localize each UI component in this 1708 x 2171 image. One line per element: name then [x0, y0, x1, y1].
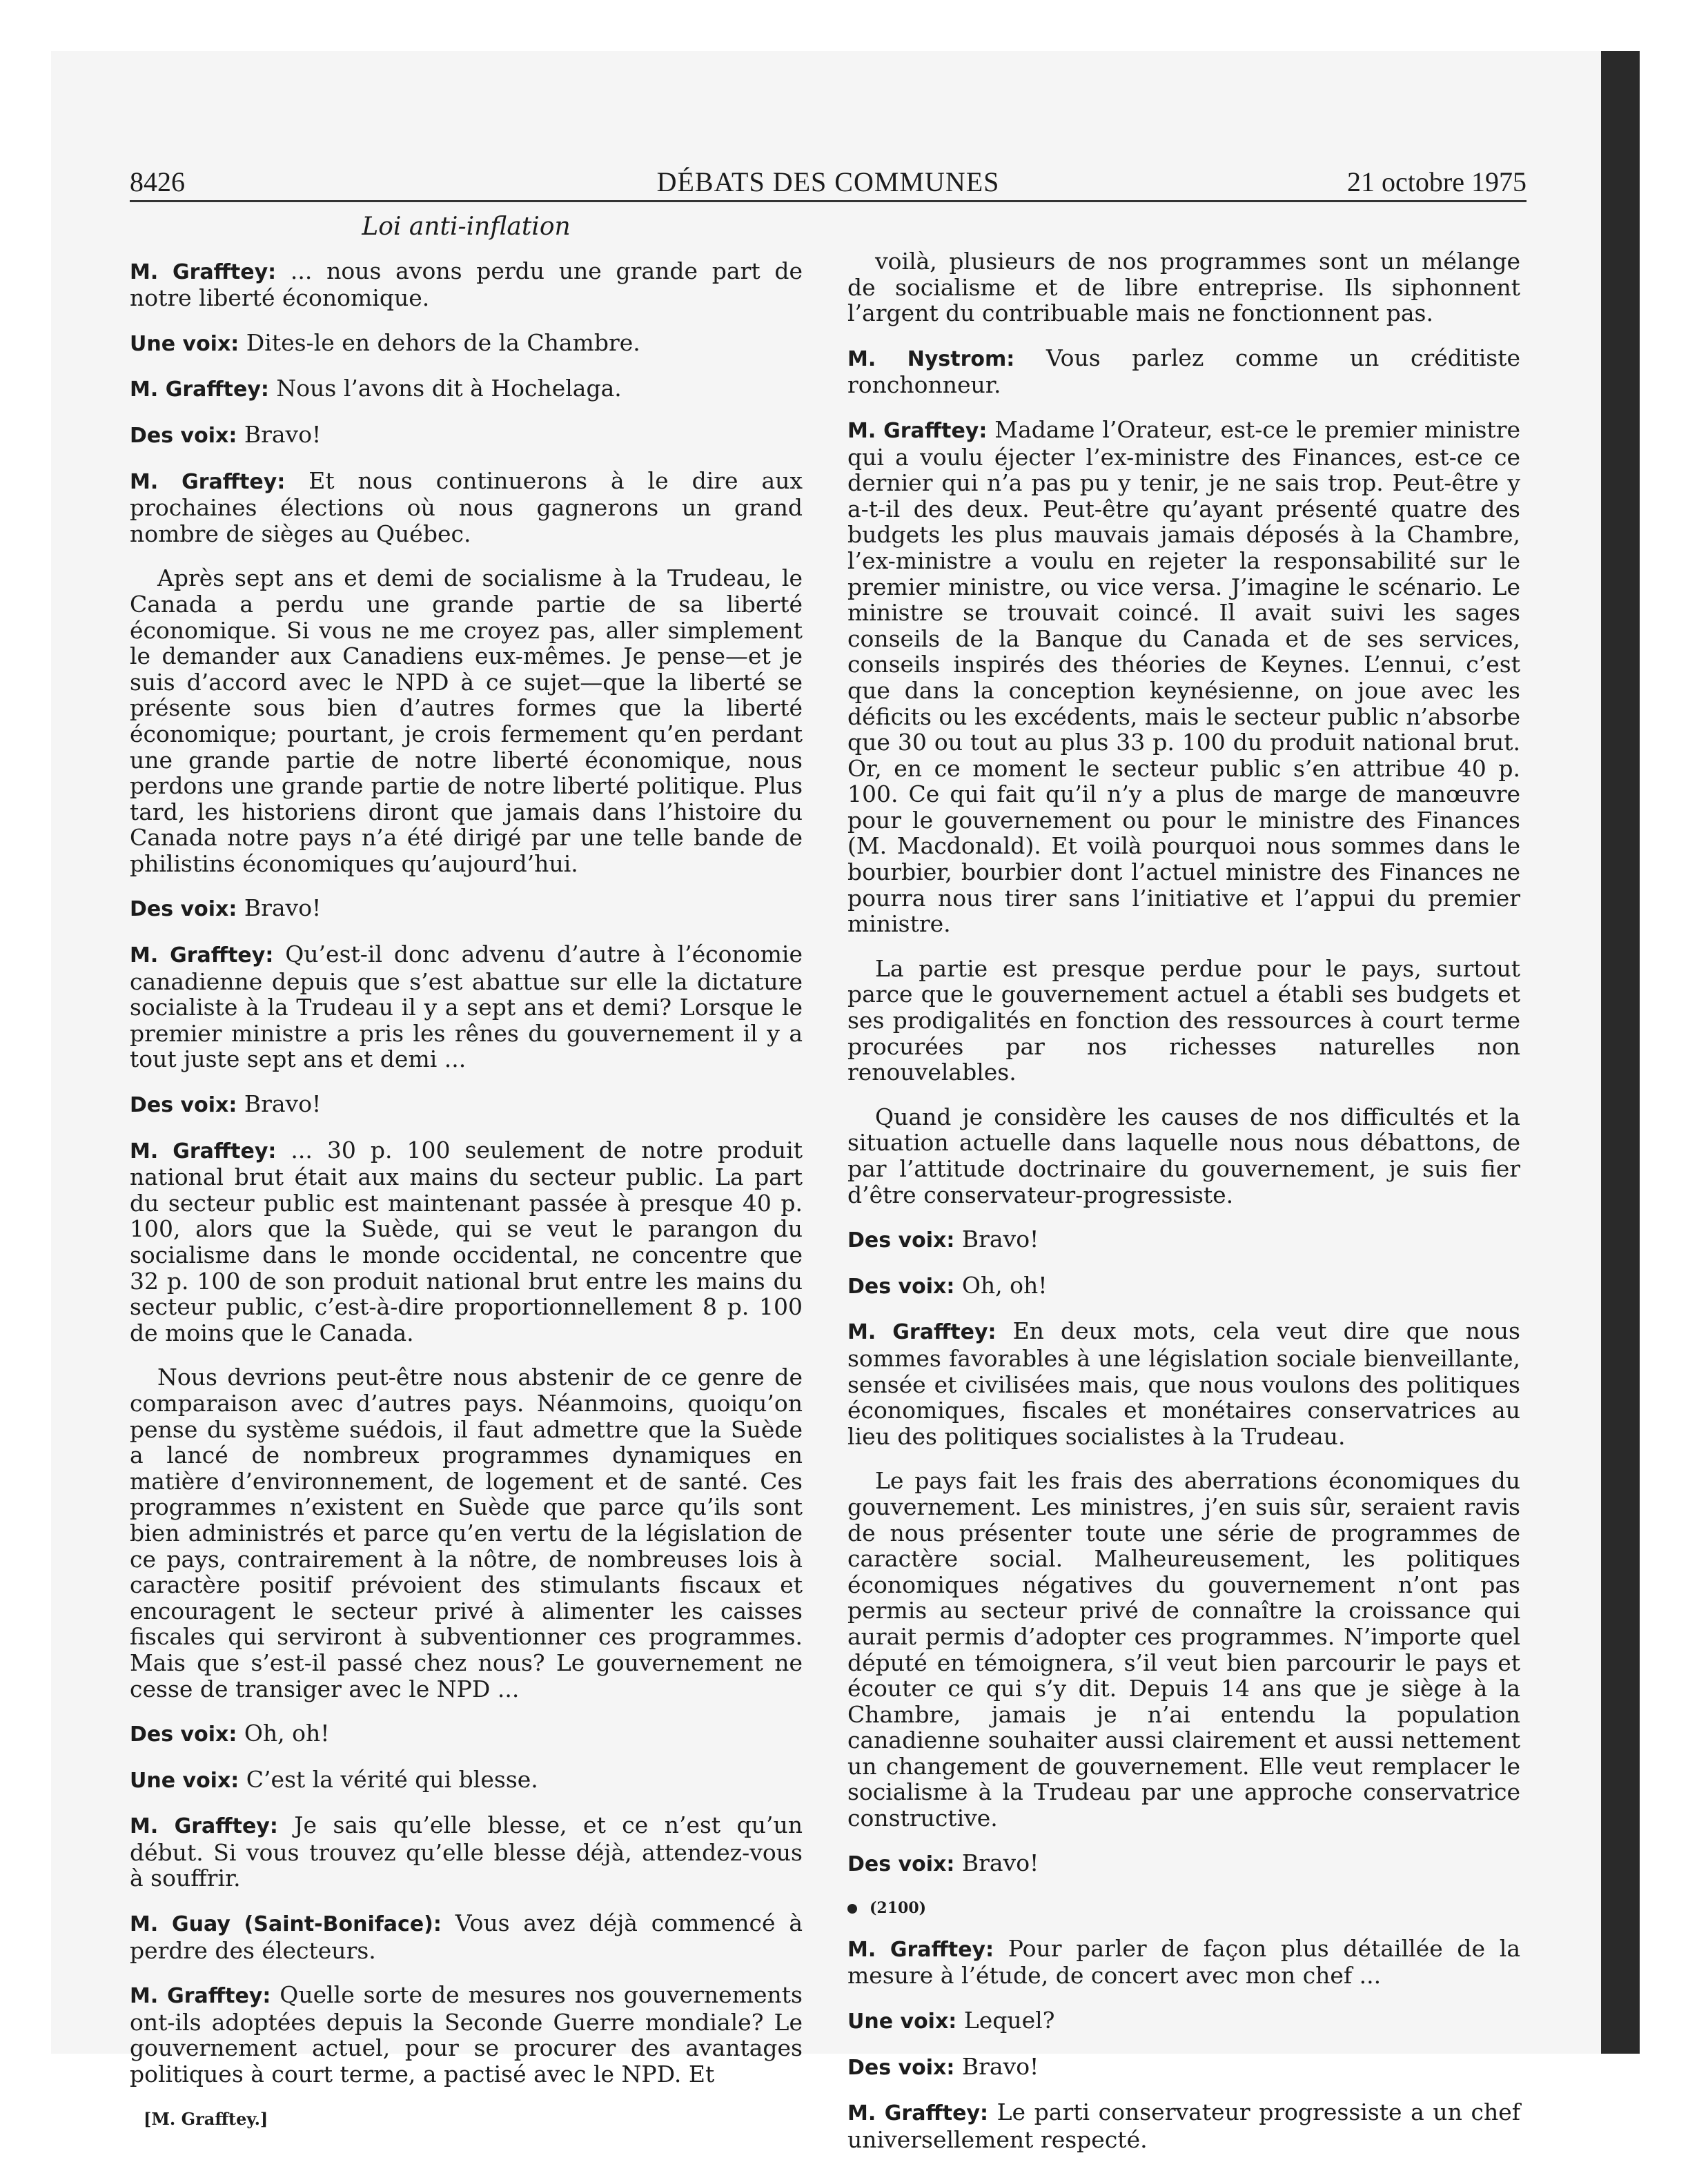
- paragraph: [130, 422, 803, 449]
- paragraph: [130, 468, 803, 547]
- speaker-name: Une voix:: [130, 1768, 239, 1793]
- paragraph-text: Bravo!: [954, 1226, 1039, 1253]
- speaker-name: Des voix:: [847, 1274, 955, 1299]
- paragraph-text: Bravo!: [954, 1849, 1039, 1876]
- paragraph-text: Oh, oh!: [954, 1271, 1048, 1299]
- time-marker: [847, 1896, 1520, 1922]
- paragraph-text: ... 30 p. 100 seulement de notre produit national brut était aux mains du secteur public. La part du secteur public est maintenant passée à presque 40 p. 100, alors que la Suède, qui se veut le parangon du socialisme dans le monde occidental, ne concentre que 32 p. 100 de son produit national brut entre les mains du secteur public, c’est-à-dire proportionnellement 8 p. 100 de moins que le Canada.: [130, 1136, 803, 1346]
- paragraph-text: Madame l’Orateur, est-ce le premier ministre qui a voulu éjecter l’ex-ministre des Finances, est-ce ce dernier qui n’a pas pu y tenir, je ne sais trop. Peut-être y a-t-il des deux. Peut-être qu’ayant présenté quatre des budgets les plus mauvais jamais déposés à la Chambre, l’ex-ministre a voulu en rejeter la responsabilité sur le premier ministre, ou vice versa. J’imagine le scénario. Le ministre se trouvait coincé. Il avait suivi les sages conseils de la Banque du Canada et de ses services, conseils inspirés des théories de Keynes. L’ennui, c’est que dans la conception keynésienne, on joue avec les déficits ou les excédents, mais le secteur public n’absorbe que 30 ou tout au plus 33 p. 100 du produit national brut. Or, en ce moment le secteur public s’en attribue 40 p. 100. Ce qui fait qu’il n’y a plus de marge de manœuvre pour le gouvernement ou pour le ministre des Finances (M. Macdonald). Et voilà pourquoi nous sommes dans le bourbier, bourbier dont l’actuel ministre des Finances ne pourra nous tirer sans l’initiative et l’appui du premier ministre.: [847, 415, 1520, 938]
- paragraph: [130, 1812, 803, 1892]
- page-header: [130, 163, 1527, 202]
- paragraph-text: Bravo!: [237, 420, 322, 448]
- right-column: [847, 248, 1520, 2171]
- publication-title: DÉBATS DES COMMUNES: [656, 166, 1000, 197]
- paragraph-text: Bravo!: [237, 1090, 322, 1118]
- paragraph-text: Dites-le en dehors de la Chambre.: [239, 328, 640, 356]
- speaker-name: M. Grafftey:: [130, 1814, 278, 1839]
- paragraph: [130, 1910, 803, 1963]
- paragraph-text: En deux mots, cela veut dire que nous sommes favorables à une législation sociale bienveillante, sensée et civilisées mais, que nous voulons des politiques économiques, fiscales et monétaires conservatrices au lieu des politiques socialistes à la Trudeau.: [847, 1317, 1520, 1450]
- paragraph-text: Nous devrions peut-être nous abstenir de ce genre de comparaison avec d’autres pays. Néanmoins, quoiqu’on pense du système suédois, il faut admettre que la Suède a lancé de nombreux programmes dynamiques en matière d’environnement, de logement et de santé. Ces programmes n’existent en Suède que parce qu’ils sont bien administrés et parce qu’en vertu de la législation de ce pays, contrairement à la nôtre, de nombreuses lois à caractère positif prévoient des stimulants fiscaux et encouragent le secteur privé à alimenter les caisses fiscales qui serviront à subventionner ces programmes. Mais que s’est-il passé chez nous? Le gouvernement ne cesse de transiger avec le NPD ...: [130, 1364, 803, 1702]
- paragraph-text: Et nous continuerons à le dire aux prochaines élections où nous gagnerons un grand nombre de sièges au Québec.: [130, 466, 803, 547]
- paragraph-text: Je sais qu’elle blesse, et ce n’est qu’un début. Si vous trouvez qu’elle blesse déjà, attendez-vous à souffrir.: [130, 1811, 803, 1892]
- speaker-name: M. Grafftey:: [847, 418, 988, 443]
- speaker-name: Une voix:: [130, 331, 239, 356]
- paragraph-text: Vous avez déjà commencé à perdre des électeurs.: [130, 1909, 803, 1964]
- paragraph: [130, 1720, 803, 1748]
- paragraph: [130, 1982, 803, 2087]
- scan-edge-bar: [1601, 51, 1640, 2054]
- paragraph: [130, 1767, 803, 1794]
- speaker-name: Des voix:: [130, 1093, 237, 1118]
- paragraph: [847, 1273, 1520, 1300]
- page-number: 8426: [130, 166, 185, 197]
- paragraph-text: C’est la vérité qui blesse.: [239, 1765, 538, 1793]
- paragraph-text: Quand je considère les causes de nos difficultés et la situation actuelle dans laquelle nous nous débattons, de par l’attitude doctrinaire du gouvernement, je suis fier d’être conservateur-progressiste.: [847, 1103, 1520, 1208]
- speaker-name: M. Grafftey:: [130, 943, 274, 968]
- paragraph-text: voilà, plusieurs de nos programmes sont un mélange de socialisme et de libre entreprise. Ils siphonnent l’argent du contribuable mais ne fonctionnent pas.: [847, 248, 1520, 327]
- paragraph-text: Bravo!: [954, 2052, 1039, 2080]
- speaker-name: M. Grafftey:: [130, 377, 269, 402]
- speaker-name: M. Grafftey:: [130, 469, 286, 494]
- paragraph-text: Pour parler de façon plus détaillée de la mesure à l’étude, de concert avec mon chef ...: [847, 1934, 1520, 1990]
- paragraph-text: Le parti conservateur progressiste a un chef universellement respecté.: [847, 2099, 1520, 2153]
- paragraph-text: Le pays fait les frais des aberrations économiques du gouvernement. Les ministres, j’en suis sûr, seraient ravis de nous présenter toute une série de programmes de caractère social. Malheureusement, les politiques économiques négatives du gouvernement n’ont pas permis au secteur privé de connaître la croissance qui aurait permis d’adopter ces programmes. N’importe quel député en témoignera, s’il veut bien parcourir le pays et écouter ce qui s’y dit. Depuis 14 ans que je siège à la Chambre, jamais je n’ai entendu la population canadienne souhaiter aussi clairement et aussi nettement un changement de gouvernement. Elle veut remplacer le socialisme à la Trudeau par une approche conservatrice constructive.: [847, 1467, 1520, 1832]
- publication-date: 21 octobre 1975: [1347, 166, 1527, 197]
- left-column: [130, 214, 803, 2132]
- speaker-footer: [M. Grafftey.]: [144, 2108, 268, 2129]
- paragraph: [847, 248, 1520, 326]
- speaker-name: Des voix:: [130, 423, 237, 448]
- speaker-name: M. Guay (Saint-Boniface):: [130, 1912, 442, 1937]
- paragraph-text: Qu’est-il donc advenu d’autre à l’économie canadienne depuis que s’est abattue sur elle la dictature socialiste à la Trudeau il y a sept ans et demi? Lorsque le premier ministre a pris les rênes du gouvernement il y a tout juste sept ans et demi ...: [130, 941, 803, 1073]
- paragraph: [130, 1364, 803, 1702]
- speaker-name: Des voix:: [847, 1851, 955, 1876]
- paragraph-text: Nous l’avons dit à Hochelaga.: [268, 375, 622, 402]
- speaker-name: Des voix:: [130, 897, 237, 922]
- paragraph: [847, 1850, 1520, 1878]
- paragraph: [847, 2054, 1520, 2081]
- speaker-name: M. Grafftey:: [130, 1984, 271, 2009]
- speaker-name: Une voix:: [847, 2010, 957, 2034]
- paragraph: [847, 345, 1520, 398]
- speaker-name: Des voix:: [130, 1722, 237, 1747]
- paragraph: [847, 1936, 1520, 1989]
- paragraph-text: ... nous avons perdu une grande part de notre liberté économique.: [130, 257, 803, 312]
- speaker-name: Des voix:: [847, 1228, 955, 1253]
- speaker-name: M. Nystrom:: [847, 346, 1015, 371]
- time-marker-text: (2100): [870, 1899, 927, 1918]
- paragraph-text: Bravo!: [237, 894, 322, 922]
- paragraph: [130, 1091, 803, 1119]
- paragraph: [847, 417, 1520, 937]
- paragraph: [130, 565, 803, 876]
- speaker-name: M. Grafftey:: [847, 1320, 997, 1345]
- bullet-icon: [847, 1904, 857, 1914]
- paragraph: [847, 1104, 1520, 1208]
- paragraph: [847, 956, 1520, 1086]
- paragraph: [847, 1226, 1520, 1254]
- paragraph-text: Lequel?: [956, 2007, 1055, 2034]
- paragraph-text: Quelle sorte de mesures nos gouvernements ont-ils adoptées depuis la Seconde Guerre mondiale? Le gouvernement actuel, pour se procurer des avantages politiques à court terme, a pactisé avec le NPD. Et: [130, 1981, 803, 2088]
- running-title: Loi anti-inflation: [362, 213, 571, 241]
- speaker-name: M. Grafftey:: [847, 2101, 989, 2126]
- paragraph-text: Vous parlez comme un créditiste ronchonneur.: [847, 344, 1521, 399]
- speaker-name: Des voix:: [847, 2055, 955, 2080]
- paragraph: [130, 258, 803, 311]
- paragraph: [130, 375, 803, 403]
- speaker-name: M. Grafftey:: [130, 1139, 277, 1163]
- paragraph: [847, 2007, 1520, 2035]
- paragraph: [130, 895, 803, 923]
- paragraph: [847, 1318, 1520, 1449]
- paragraph-text: Après sept ans et demi de socialisme à la Trudeau, le Canada a perdu une grande partie de sa liberté économique. Si vous ne me croyez pas, aller simplement le demander aux Canadiens eux-mêmes. Je pense—et je suis d’accord avec le NPD à ce sujet—que la liberté se présente sous bien d’autres formes que la liberté économique; pourtant, je crois fermement qu’en perdant une grande partie de notre liberté économique, nous perdons une grande partie de notre liberté politique. Plus tard, les historiens diront que jamais dans l’histoire du Canada notre pays n’a été dirigé par une telle bande de philistins économiques qu’aujourd’hui.: [130, 564, 803, 877]
- paragraph: [847, 2099, 1520, 2152]
- paragraph-text: Oh, oh!: [237, 1720, 330, 1747]
- speaker-name: M. Grafftey:: [847, 1937, 994, 1962]
- paragraph: [130, 1137, 803, 1346]
- paragraph: [130, 941, 803, 1072]
- paragraph-text: La partie est presque perdue pour le pays, surtout parce que le gouvernement actuel a établi ses budgets et ses prodigalités en fonction des ressources à court terme procurées par nos richesses naturelles non renouvelables.: [847, 954, 1520, 1086]
- paragraph: [130, 330, 803, 357]
- speaker-name: M. Grafftey:: [130, 259, 277, 284]
- paragraph: [847, 1468, 1520, 1831]
